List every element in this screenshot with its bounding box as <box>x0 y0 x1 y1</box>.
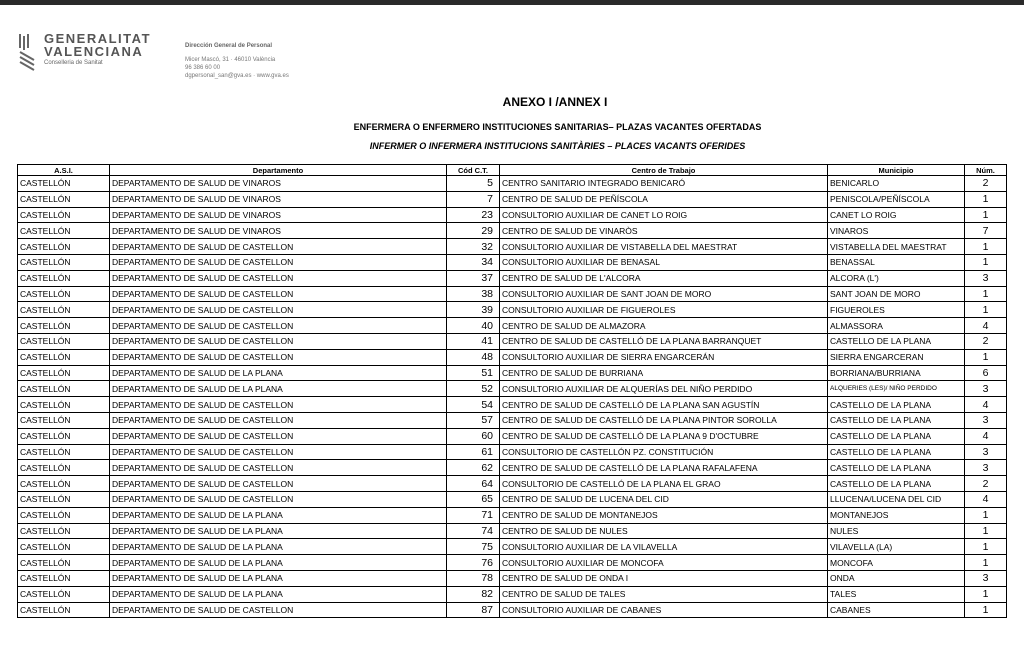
cell-departamento: DEPARTAMENTO DE SALUD DE CASTELLON <box>110 412 447 428</box>
cell-centro-trabajo: CENTRO DE SALUD DE CASTELLÓ DE LA PLANA BARRANQUET <box>500 333 828 349</box>
cell-centro-trabajo: CENTRO DE SALUD DE CASTELLÓ DE LA PLANA RAFALAFENA <box>500 460 828 476</box>
cell-num: 7 <box>965 223 1007 239</box>
cell-cod-ct: 52 <box>447 381 500 397</box>
cell-cod-ct: 5 <box>447 176 500 192</box>
cell-num: 3 <box>965 460 1007 476</box>
cell-cod-ct: 75 <box>447 539 500 555</box>
cell-municipio: CASTELLO DE LA PLANA <box>828 397 965 413</box>
cell-municipio: CANET LO ROIG <box>828 207 965 223</box>
document-title: ANEXO I /ANNEX I <box>502 95 608 109</box>
cell-centro-trabajo: CENTRO DE SALUD DE VINARÒS <box>500 223 828 239</box>
cell-departamento: DEPARTAMENTO DE SALUD DE LA PLANA <box>110 365 447 381</box>
cell-asi: CASTELLÓN <box>18 570 110 586</box>
cell-municipio: CASTELLO DE LA PLANA <box>828 444 965 460</box>
cell-cod-ct: 51 <box>447 365 500 381</box>
contact-heading: Dirección General de Personal <box>185 43 273 49</box>
cell-departamento: DEPARTAMENTO DE SALUD DE LA PLANA <box>110 523 447 539</box>
cell-departamento: DEPARTAMENTO DE SALUD DE CASTELLON <box>110 397 447 413</box>
table-row <box>18 191 1007 207</box>
cell-cod-ct: 82 <box>447 586 500 602</box>
table-row <box>18 428 1007 444</box>
cell-municipio: BORRIANA/BURRIANA <box>828 365 965 381</box>
cell-municipio: TALES <box>828 586 965 602</box>
cell-centro-trabajo: CONSULTORIO AUXILIAR DE LA VILAVELLA <box>500 539 828 555</box>
table-row <box>18 412 1007 428</box>
cell-asi: CASTELLÓN <box>18 176 110 192</box>
table-row <box>18 318 1007 334</box>
cell-asi: CASTELLÓN <box>18 286 110 302</box>
cell-asi: CASTELLÓN <box>18 586 110 602</box>
cell-centro-trabajo: CONSULTORIO DE CASTELLÓ DE LA PLANA EL GRAO <box>500 476 828 492</box>
table-row <box>18 507 1007 523</box>
table-row <box>18 539 1007 555</box>
vacancies-table <box>17 164 1007 618</box>
cell-asi: CASTELLÓN <box>18 539 110 555</box>
cell-municipio: NULES <box>828 523 965 539</box>
table-row <box>18 460 1007 476</box>
table-row <box>18 397 1007 413</box>
cell-asi: CASTELLÓN <box>18 254 110 270</box>
table-row <box>18 270 1007 286</box>
cell-centro-trabajo: CENTRO SANITARIO INTEGRADO BENICARÓ <box>500 176 828 192</box>
cell-municipio: BENICARLO <box>828 176 965 192</box>
cell-departamento: DEPARTAMENTO DE SALUD DE LA PLANA <box>110 507 447 523</box>
logo-line-2: VALENCIANA <box>44 44 144 59</box>
cell-num: 1 <box>965 191 1007 207</box>
cell-cod-ct: 29 <box>447 223 500 239</box>
cell-asi: CASTELLÓN <box>18 476 110 492</box>
cell-centro-trabajo: CENTRO DE SALUD DE LUCENA DEL CID <box>500 491 828 507</box>
cell-asi: CASTELLÓN <box>18 460 110 476</box>
cell-centro-trabajo: CENTRO DE SALUD DE NULES <box>500 523 828 539</box>
table-row <box>18 207 1007 223</box>
cell-num: 4 <box>965 397 1007 413</box>
cell-cod-ct: 78 <box>447 570 500 586</box>
table-row <box>18 602 1007 618</box>
cell-cod-ct: 87 <box>447 602 500 618</box>
cell-departamento: DEPARTAMENTO DE SALUD DE CASTELLON <box>110 602 447 618</box>
cell-num: 1 <box>965 602 1007 618</box>
cell-asi: CASTELLÓN <box>18 270 110 286</box>
cell-asi: CASTELLÓN <box>18 207 110 223</box>
cell-num: 1 <box>965 239 1007 255</box>
cell-num: 3 <box>965 444 1007 460</box>
cell-centro-trabajo: CENTRO DE SALUD DE CASTELLÓ DE LA PLANA SAN AGUSTÍN <box>500 397 828 413</box>
cell-departamento: DEPARTAMENTO DE SALUD DE CASTELLON <box>110 254 447 270</box>
cell-centro-trabajo: CENTRO DE SALUD DE MONTANEJOS <box>500 507 828 523</box>
cell-asi: CASTELLÓN <box>18 381 110 397</box>
cell-cod-ct: 57 <box>447 412 500 428</box>
cell-departamento: DEPARTAMENTO DE SALUD DE LA PLANA <box>110 381 447 397</box>
cell-num: 1 <box>965 302 1007 318</box>
cell-departamento: DEPARTAMENTO DE SALUD DE CASTELLON <box>110 460 447 476</box>
cell-municipio: CABANES <box>828 602 965 618</box>
header-asi: A.S.I. <box>18 165 110 176</box>
cell-num: 1 <box>965 539 1007 555</box>
cell-asi: CASTELLÓN <box>18 491 110 507</box>
cell-departamento: DEPARTAMENTO DE SALUD DE CASTELLON <box>110 428 447 444</box>
cell-asi: CASTELLÓN <box>18 318 110 334</box>
cell-municipio: VINAROS <box>828 223 965 239</box>
cell-centro-trabajo: CENTRO DE SALUD DE CASTELLÓ DE LA PLANA 9 D'OCTUBRE <box>500 428 828 444</box>
cell-centro-trabajo: CONSULTORIO AUXILIAR DE CANET LO ROIG <box>500 207 828 223</box>
cell-cod-ct: 48 <box>447 349 500 365</box>
cell-asi: CASTELLÓN <box>18 507 110 523</box>
subtitle-spanish: ENFERMERA O ENFERMERO INSTITUCIONES SANITARIAS– PLAZAS VACANTES OFERTADAS <box>353 122 762 132</box>
cell-municipio: CASTELLO DE LA PLANA <box>828 412 965 428</box>
cell-centro-trabajo: CONSULTORIO AUXILIAR DE SANT JOAN DE MORO <box>500 286 828 302</box>
cell-departamento: DEPARTAMENTO DE SALUD DE CASTELLON <box>110 302 447 318</box>
cell-departamento: DEPARTAMENTO DE SALUD DE LA PLANA <box>110 539 447 555</box>
cell-cod-ct: 7 <box>447 191 500 207</box>
contact-address: Micer Mascó, 31 · 46010 València <box>185 57 276 63</box>
cell-cod-ct: 61 <box>447 444 500 460</box>
cell-centro-trabajo: CONSULTORIO AUXILIAR DE BENASAL <box>500 254 828 270</box>
cell-centro-trabajo: CENTRO DE SALUD DE ALMAZORA <box>500 318 828 334</box>
cell-centro-trabajo: CENTRO DE SALUD DE TALES <box>500 586 828 602</box>
table-body <box>18 176 1007 618</box>
table-row <box>18 555 1007 571</box>
cell-num: 4 <box>965 318 1007 334</box>
cell-municipio: LLUCENA/LUCENA DEL CID <box>828 491 965 507</box>
cell-cod-ct: 23 <box>447 207 500 223</box>
cell-municipio: ALQUERIES (LES)/ NIÑO PERDIDO <box>828 381 965 397</box>
cell-asi: CASTELLÓN <box>18 223 110 239</box>
cell-departamento: DEPARTAMENTO DE SALUD DE CASTELLON <box>110 239 447 255</box>
cell-departamento: DEPARTAMENTO DE SALUD DE CASTELLON <box>110 491 447 507</box>
generalitat-logo <box>18 32 151 72</box>
cell-num: 3 <box>965 381 1007 397</box>
cell-cod-ct: 39 <box>447 302 500 318</box>
table-row <box>18 523 1007 539</box>
table-row <box>18 333 1007 349</box>
cell-cod-ct: 37 <box>447 270 500 286</box>
cell-centro-trabajo: CENTRO DE SALUD DE L'ALCORA <box>500 270 828 286</box>
cell-centro-trabajo: CENTRO DE SALUD DE PEÑÍSCOLA <box>500 191 828 207</box>
table-row <box>18 239 1007 255</box>
cell-municipio: ALCORA (L') <box>828 270 965 286</box>
table-row <box>18 176 1007 192</box>
cell-municipio: ALMASSORA <box>828 318 965 334</box>
header-municipio: Municipio <box>828 165 965 176</box>
cell-num: 2 <box>965 476 1007 492</box>
cell-departamento: DEPARTAMENTO DE SALUD DE CASTELLON <box>110 270 447 286</box>
table-row <box>18 570 1007 586</box>
generalitat-emblem-icon <box>18 32 38 72</box>
cell-departamento: DEPARTAMENTO DE SALUD DE LA PLANA <box>110 570 447 586</box>
cell-municipio: MONCOFA <box>828 555 965 571</box>
cell-municipio: PENISCOLA/PEÑÍSCOLA <box>828 191 965 207</box>
cell-municipio: FIGUEROLES <box>828 302 965 318</box>
table-row <box>18 444 1007 460</box>
cell-num: 6 <box>965 365 1007 381</box>
header-num: Núm. <box>965 165 1007 176</box>
table-row <box>18 302 1007 318</box>
cell-asi: CASTELLÓN <box>18 555 110 571</box>
table-row <box>18 223 1007 239</box>
cell-centro-trabajo: CONSULTORIO AUXILIAR DE SIERRA ENGARCERÁN <box>500 349 828 365</box>
contact-web: dgpersonal_san@gva.es · www.gva.es <box>185 73 289 79</box>
table-header-row <box>18 165 1007 176</box>
cell-num: 1 <box>965 507 1007 523</box>
cell-num: 2 <box>965 333 1007 349</box>
cell-municipio: BENASSAL <box>828 254 965 270</box>
cell-departamento: DEPARTAMENTO DE SALUD DE VINAROS <box>110 176 447 192</box>
cell-cod-ct: 74 <box>447 523 500 539</box>
cell-departamento: DEPARTAMENTO DE SALUD DE CASTELLON <box>110 333 447 349</box>
cell-departamento: DEPARTAMENTO DE SALUD DE VINAROS <box>110 207 447 223</box>
cell-asi: CASTELLÓN <box>18 365 110 381</box>
cell-centro-trabajo: CENTRO DE SALUD DE BURRIANA <box>500 365 828 381</box>
cell-num: 3 <box>965 412 1007 428</box>
cell-cod-ct: 76 <box>447 555 500 571</box>
cell-centro-trabajo: CONSULTORIO AUXILIAR DE MONCOFA <box>500 555 828 571</box>
cell-asi: CASTELLÓN <box>18 239 110 255</box>
cell-num: 4 <box>965 428 1007 444</box>
cell-centro-trabajo: CONSULTORIO AUXILIAR DE ALQUERÍAS DEL NIÑO PERDIDO <box>500 381 828 397</box>
cell-asi: CASTELLÓN <box>18 523 110 539</box>
header-cod-ct: Cód C.T. <box>447 165 500 176</box>
cell-num: 1 <box>965 207 1007 223</box>
cell-asi: CASTELLÓN <box>18 428 110 444</box>
header-centro-trabajo: Centro de Trabajo <box>500 165 828 176</box>
cell-centro-trabajo: CONSULTORIO DE CASTELLÓN PZ. CONSTITUCIÓN <box>500 444 828 460</box>
logo-line-1: GENERALITAT <box>44 31 152 46</box>
cell-municipio: MONTANEJOS <box>828 507 965 523</box>
top-border <box>0 0 1024 5</box>
cell-cod-ct: 38 <box>447 286 500 302</box>
cell-municipio: VISTABELLA DEL MAESTRAT <box>828 239 965 255</box>
cell-departamento: DEPARTAMENTO DE SALUD DE CASTELLON <box>110 349 447 365</box>
table-row <box>18 491 1007 507</box>
cell-cod-ct: 32 <box>447 239 500 255</box>
cell-num: 1 <box>965 349 1007 365</box>
cell-municipio: CASTELLO DE LA PLANA <box>828 476 965 492</box>
cell-departamento: DEPARTAMENTO DE SALUD DE CASTELLON <box>110 318 447 334</box>
cell-municipio: CASTELLO DE LA PLANA <box>828 428 965 444</box>
cell-cod-ct: 64 <box>447 476 500 492</box>
cell-asi: CASTELLÓN <box>18 444 110 460</box>
header-departamento: Departamento <box>110 165 447 176</box>
table-row <box>18 476 1007 492</box>
cell-departamento: DEPARTAMENTO DE SALUD DE LA PLANA <box>110 555 447 571</box>
cell-municipio: SANT JOAN DE MORO <box>828 286 965 302</box>
cell-cod-ct: 34 <box>447 254 500 270</box>
cell-departamento: DEPARTAMENTO DE SALUD DE VINAROS <box>110 223 447 239</box>
cell-asi: CASTELLÓN <box>18 333 110 349</box>
cell-municipio: VILAVELLA (LA) <box>828 539 965 555</box>
cell-asi: CASTELLÓN <box>18 412 110 428</box>
cell-num: 1 <box>965 555 1007 571</box>
cell-centro-trabajo: CENTRO DE SALUD DE ONDA I <box>500 570 828 586</box>
cell-cod-ct: 54 <box>447 397 500 413</box>
cell-departamento: DEPARTAMENTO DE SALUD DE VINAROS <box>110 191 447 207</box>
cell-departamento: DEPARTAMENTO DE SALUD DE CASTELLON <box>110 476 447 492</box>
cell-asi: CASTELLÓN <box>18 349 110 365</box>
contact-block <box>185 42 289 80</box>
cell-num: 1 <box>965 286 1007 302</box>
cell-asi: CASTELLÓN <box>18 191 110 207</box>
cell-asi: CASTELLÓN <box>18 397 110 413</box>
cell-centro-trabajo: CONSULTORIO AUXILIAR DE VISTABELLA DEL MAESTRAT <box>500 239 828 255</box>
cell-departamento: DEPARTAMENTO DE SALUD DE CASTELLON <box>110 444 447 460</box>
table-row <box>18 286 1007 302</box>
cell-num: 3 <box>965 270 1007 286</box>
cell-cod-ct: 65 <box>447 491 500 507</box>
logo-line-3: Conselleria de Sanitat <box>44 60 103 66</box>
table-row <box>18 381 1007 397</box>
cell-centro-trabajo: CONSULTORIO AUXILIAR DE CABANES <box>500 602 828 618</box>
cell-num: 4 <box>965 491 1007 507</box>
cell-municipio: CASTELLO DE LA PLANA <box>828 333 965 349</box>
cell-municipio: SIERRA ENGARCERAN <box>828 349 965 365</box>
cell-num: 1 <box>965 586 1007 602</box>
cell-num: 2 <box>965 176 1007 192</box>
table-row <box>18 254 1007 270</box>
cell-cod-ct: 71 <box>447 507 500 523</box>
cell-num: 3 <box>965 570 1007 586</box>
contact-phone: 96 386 60 00 <box>185 65 221 71</box>
cell-num: 1 <box>965 523 1007 539</box>
cell-asi: CASTELLÓN <box>18 302 110 318</box>
cell-cod-ct: 62 <box>447 460 500 476</box>
cell-departamento: DEPARTAMENTO DE SALUD DE LA PLANA <box>110 586 447 602</box>
cell-cod-ct: 40 <box>447 318 500 334</box>
cell-centro-trabajo: CENTRO DE SALUD DE CASTELLÓ DE LA PLANA PINTOR SOROLLA <box>500 412 828 428</box>
cell-municipio: ONDA <box>828 570 965 586</box>
subtitle-valencian: INFERMER O INFERMERA INSTITUCIONS SANITÀRIES – PLACES VACANTS OFERIDES <box>369 141 746 151</box>
cell-asi: CASTELLÓN <box>18 602 110 618</box>
cell-municipio: CASTELLO DE LA PLANA <box>828 460 965 476</box>
cell-cod-ct: 60 <box>447 428 500 444</box>
cell-num: 1 <box>965 254 1007 270</box>
table-row <box>18 349 1007 365</box>
cell-departamento: DEPARTAMENTO DE SALUD DE CASTELLON <box>110 286 447 302</box>
table-row <box>18 365 1007 381</box>
cell-centro-trabajo: CONSULTORIO AUXILIAR DE FIGUEROLES <box>500 302 828 318</box>
cell-cod-ct: 41 <box>447 333 500 349</box>
table-row <box>18 586 1007 602</box>
